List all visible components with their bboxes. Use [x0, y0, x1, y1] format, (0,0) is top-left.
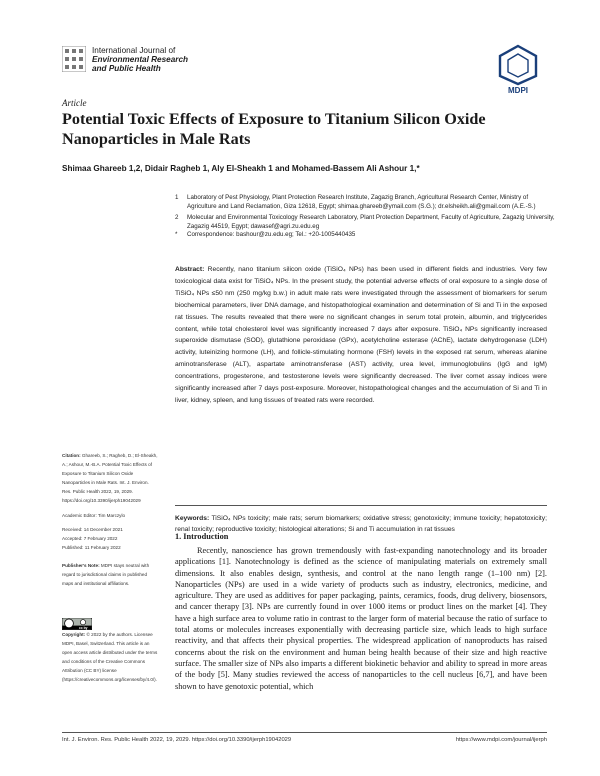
copyright-label: Copyright: [62, 632, 86, 637]
author-list: Shimaa Ghareeb 1,2, Didair Ragheb 1, Aly El-Sheakh 1 and Mohamed-Bassem Ali Ashour 1,* [62, 164, 420, 173]
affiliations [175, 194, 555, 240]
keywords-label: Keywords: [175, 515, 210, 522]
journal-name [92, 46, 188, 73]
keywords-divider [175, 505, 547, 506]
page-title: Potential Toxic Effects of Exposure to Titanium Silicon Oxide Nanoparticles in Male Rats [62, 110, 486, 148]
journal-name-line2: Environmental Research [92, 55, 189, 64]
abstract-text: Recently, nano titanium silicon oxide (TiSiO₄ NPs) has been used in different fields and industries. Very few toxicological data exist for TiSiO₄ NPs. In the present study, the potential adverse effects of oral exposure to a single dose of TiSiO₄ NPs ≤50 nm (250 mg/kg b.w.) in adult male rats were investigated through the assessment of biomarkers for serum biochemical parameters, liver DNA damage, and histopathological examination and determination of Si and Ti in the exposed rat tissues. The results revealed that there were no significant changes in serum total protein, albumin, and triglycerides content, while total cholesterol level was significantly increased 7 days after exposure. TiSiO₄ NPs significantly increased superoxide dismutase (SOD), glutathione peroxidase (GPx), acetylcholine esterase (AChE), lactate dehydrogenase (LDH) activity, luteinizing hormone (LH), and follicle-stimulating hormone (FSH) levels in the exposed rat serum, whereas alanine aminotransferase (ALT), aspartate aminotransferase (AST) activity, urea level, immunoglobulins (IgG and IgM) concentrations, progesterone, and testosterone levels were significantly decreased. The liver comet assay indices were significantly increased after 7 days post-exposure. Moreover, histopathological changes and the accumulation of Si and Ti in liver, kidney, spleen, and lung tissues of treated rats were recorded. [175, 266, 547, 404]
publisher-note-label: Publisher's Note: [62, 563, 100, 568]
footer-citation: Int. J. Environ. Res. Public Health 2022, 19, 2029. https://doi.org/10.3390/ijerph19042029 [62, 737, 292, 743]
received-date: Received: 14 December 2021 [62, 527, 123, 532]
accepted-date: Accepted: 7 February 2022 [62, 536, 118, 541]
citation [62, 452, 158, 505]
article-type: Article [62, 98, 87, 108]
footer-journal-link[interactable]: https://www.mdpi.com/journal/ijerph [455, 737, 547, 743]
correspondence: * Correspondence: bashour@zu.edu.eg; Tel.: +20-1005440435 [175, 231, 356, 239]
published-date: Published: 11 February 2022 [62, 545, 121, 550]
introduction-text: Recently, nanoscience has grown tremendously with fast-expanding nanotechnology and its broader applications [1]. Nanotechnology is defined as the science of manipulating materials on extremely small dimensions. It also enables design, synthesis, and control at the nano length range (1–100 nm) [2]. Nanoparticles (NPs) are used in a wide variety of products such as industry, electronics, medicine, and agriculture. They are used as additives for paper packaging, paints, ceramics, foods, drug delivery, biosensors, and cancer therapy [3]. NPs are currently found in over 1000 items or product lines on the market [4]. They have a high surface area to volume ratio in contrast to the larger form of material because the ratio of surface to total atoms or molecules increases exponentially with decreasing particle size, which leads to high surface reactivity, and that affects their physical properties. The widespread application of nanoproducts has raised concerns about the risk on the environment and human being health because of their size and high reactive surface. The smaller size of NPs also imparts a different biokinetic behavior and ability to spread in more areas of the body [5]. Many studies reviewed the access of nanoparticles to the cell nucleus [6,7], and have been shown to have genotoxic potential, which [175, 546, 547, 691]
footer-divider [62, 732, 547, 733]
abstract-label: Abstract: [175, 266, 205, 273]
cc-by-text: cc by [79, 626, 88, 630]
keywords-text: TiSiO₄ NPs toxicity; male rats; serum biomarkers; oxidative stress; genotoxicity; immune toxicity; hepatotoxicity; renal toxicity; reproductive toxicity; histological alterations; Si and Ti accumulation in rat tissues [175, 515, 547, 533]
copyright [62, 631, 158, 684]
academic-editor: Academic Editor: Tim Marczylo [62, 513, 126, 518]
affiliation-1: 1 Laboratory of Pest Physiology, Plant Protection Research Institute, Zagazig Branch, Agricultural Research Center, Ministry of Agriculture and Land Reclamation, Giza 12618, Egypt; shimaa.ghareeb@ymail.com (S.G.); dr.elsheikh.ali@gmail.com (A.E.-S.) [175, 194, 536, 210]
publisher-note [62, 562, 158, 589]
abstract [175, 264, 547, 407]
cc-by-license-icon[interactable] [62, 618, 92, 630]
section-heading-introduction: 1. Introduction [175, 532, 229, 541]
journal-name-line1: International Journal of [92, 46, 176, 55]
citation-label: Citation: [62, 453, 81, 458]
copyright-text: © 2022 by the authors. Licensee MDPI, Basel, Switzerland. This article is an open access article distributed under the terms and conditions of the Creative Commons Attribution (CC BY) license (https://creativecommons.org/licenses/by/4.0/). [62, 632, 158, 682]
publisher-note-text: MDPI stays neutral with regard to jurisdictional claims in published maps and institutional affiliations. [62, 563, 150, 586]
journal-name-line3: and Public Health [92, 64, 161, 73]
journal-logo-icon [62, 46, 86, 72]
keywords [175, 514, 547, 535]
publisher-name: MDPI [508, 86, 528, 95]
mdpi-logo-icon [496, 44, 540, 86]
affiliation-2: 2 Molecular and Environmental Toxicology Research Laboratory, Plant Protection Department, Faculty of Agriculture, Zagazig University, Zagazig 44519, Egypt; dawasef@agri.zu.edu.eg [175, 214, 555, 230]
citation-text[interactable]: Ghareeb, S.; Ragheb, D.; El-Sheakh, A.; Ashour, M.-B.A. Potential Toxic Effects of Exposure to Titanium Silicon Oxide Nanoparticles in Male Rats. Int. J. Environ. Res. Public Health 2022, 19, 2029. https://doi.org/10.3390/ijerph19042029 [62, 453, 158, 503]
